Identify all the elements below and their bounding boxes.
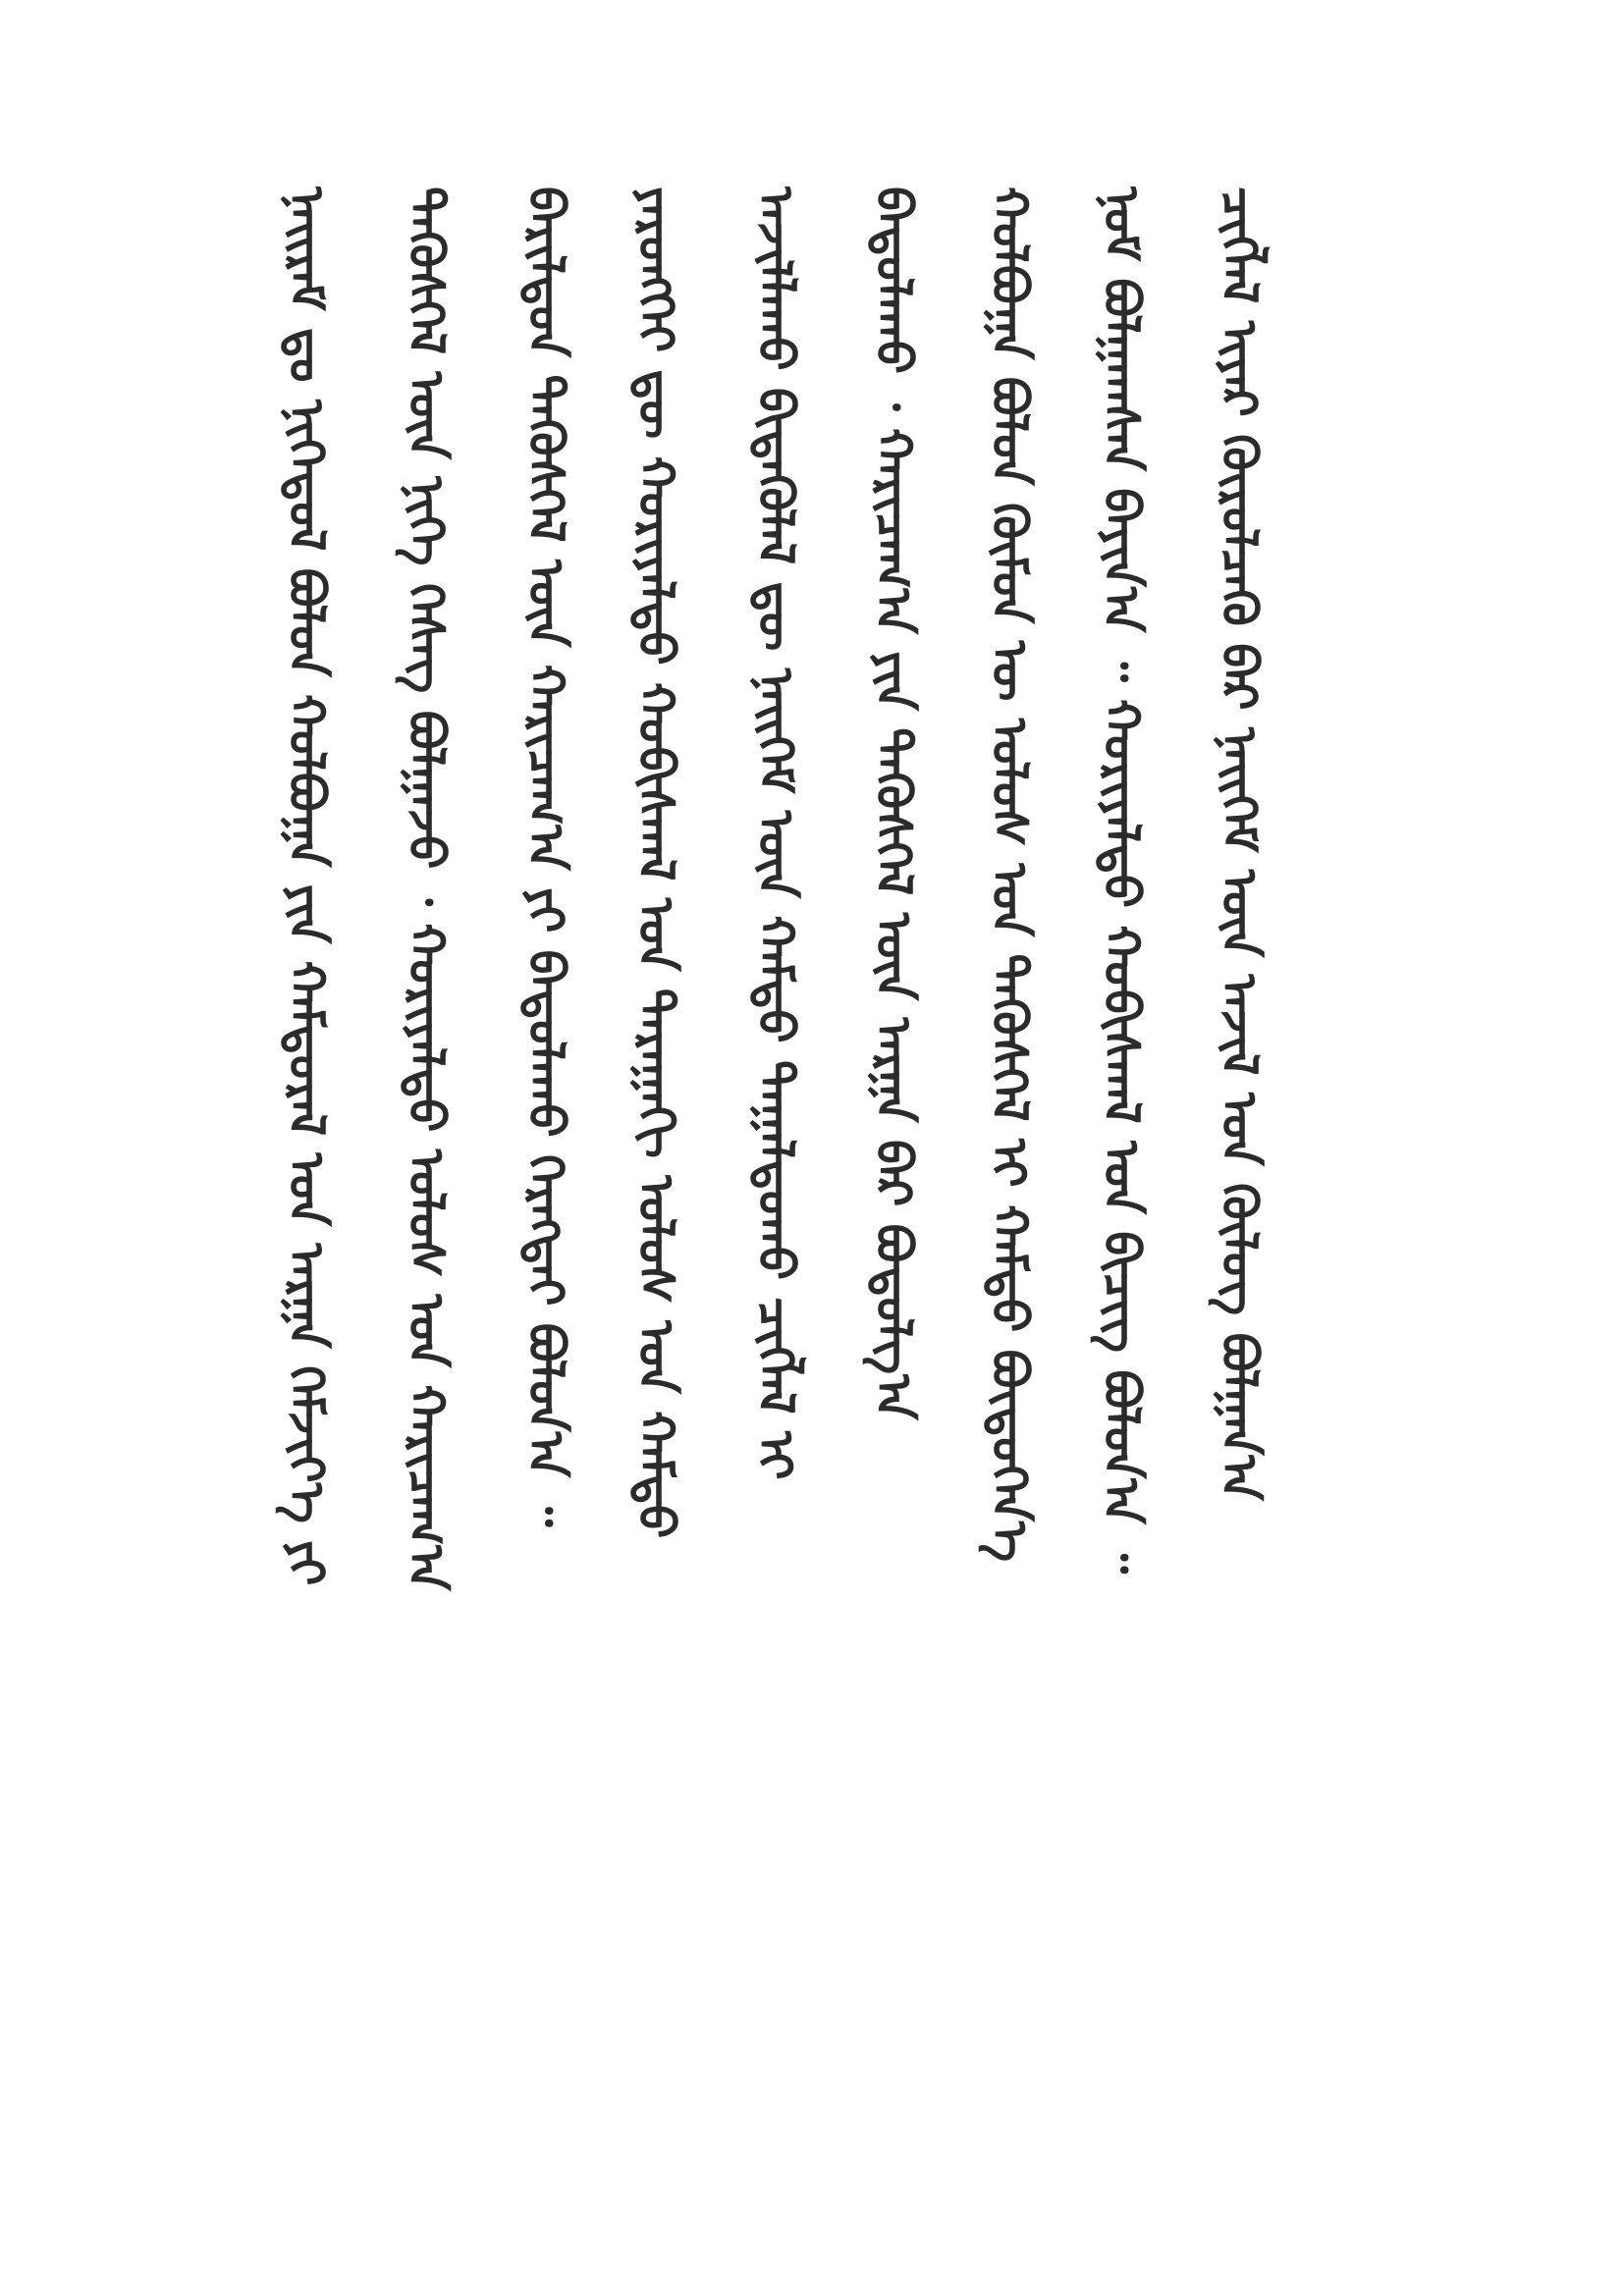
- text-column-2: [395, 187, 458, 2130]
- paragraph-1-line-3: ᠪᠠᠷᠢᠯᠳᠤᠨ ᠲᠡᠭᠦᠰᠬᠡᠯ ᠦᠨ ᠬᠠᠷᠢᠴᠠᠭ᠎ᠠ ᠶᠢ ᠪᠠᠲᠤᠯᠠᠬᠤ ᠬᠡᠷᠡᠭᠲᠡᠢ ᠪᠣᠯᠤᠨ᠎ᠠ ᠃: [517, 187, 574, 1527]
- paragraph-1-line-2: ᠲᠡᠭᠦᠰᠬᠡᠯ ᠦᠨ ᠨᠢᠭᠡ ᠬᠡᠰᠡᠭ ᠪᠣᠯᠭᠠᠵᠤ ᠂ ᠬᠣᠷᠢᠶᠠᠯᠳᠤ ᠤᠯᠤᠰ ᠤᠨ ᠬᠠᠷᠢᠴᠠᠭ᠎ᠠ: [398, 187, 455, 1591]
- text-column-1: [275, 187, 338, 2130]
- text-column-3: [514, 187, 577, 2130]
- paragraph-1-line-1: ᠨᠠᠢ᠌ᠷᠠᠮ ᠳᠤ ᠨᠢᠭᠡᠳᠦᠯ ᠪᠣᠯᠤᠨ ᠬᠣᠯᠪᠣᠭᠠ ᠶᠢᠨ ᠬᠠᠮᠲᠤᠷᠠᠯ ᠤᠨ ᠠᠷᠭᠠ ᠬᠡᠮᠵᠢᠶ᠎ᠡ ᠶᠢ: [278, 187, 335, 1586]
- text-column-5: [744, 187, 807, 2130]
- paragraph-2-line-3: ᠪᠠᠲᠤᠯᠠᠬᠤ ᠂ ᠬᠠᠷᠢᠴᠠᠭ᠎ᠠ ᠶᠢᠨ ᠲᠡᠭᠦᠰᠬᠡᠯ ᠦᠨ ᠠᠷᠭᠠ ᠪᠠᠷ ᠪᠣᠳᠣᠯᠭ᠎ᠠ: [865, 187, 922, 1420]
- text-column-9: [1208, 187, 1271, 2130]
- paragraph-2-line-4: ᠬᠣᠯᠪᠣᠭᠠ ᠪᠣᠯᠤᠨ ᠬᠦᠮᠦᠨ ᠦ ᠤᠯᠤᠰ ᠤᠨ ᠲᠡᠭᠦᠰᠬᠡᠯ ᠢ ᠬᠠᠮᠲᠤ ᠪᠦᠲᠦᠭᠡᠨ᠎ᠡ: [981, 187, 1038, 1563]
- text-column-4: [624, 187, 687, 2130]
- paragraph-2-line-2: ᠠᠵᠢᠯᠯᠠᠬᠤ ᠪᠢᠳᠡᠭᠦᠯᠡᠯ ᠳᠦ ᠨᠡᠢ᠌ᠭᠡᠮ ᠦᠨ ᠬᠠᠮᠲᠤ ᠳᠠᠭᠠᠯᠳᠤᠬᠤ ᠴᠢᠭᠯᠡᠯ ᠢ: [747, 187, 804, 1480]
- paragraph-2-line-6: ᠴᠢᠭᠯᠡᠯ ᠢᠶᠡᠷ ᠬᠦᠷᠦᠯᠴᠡᠬᠦ ᠪᠠᠷ ᠨᠡᠢ᠌ᠭᠡᠮ ᠦᠨ ᠠᠵᠢᠯ ᠤᠨ ᠬᠦᠯᠦᠭ ᠪᠣᠯᠭᠠᠨ᠎ᠠ: [1211, 187, 1268, 1501]
- text-column-8: [1090, 187, 1153, 2130]
- paragraph-2-line-1: ᠶᠡᠷᠦᠩᠬᠡᠢ ᠳᠦ ᠬᠣᠷᠢᠶᠠᠯᠳᠤ ᠬᠤᠪᠢᠰᠬᠠᠯ ᠤᠨ ᠳᠠᠷᠠᠭᠠᠬᠢ ᠤᠯᠤᠰ ᠤᠨ ᠬᠠᠮᠲᠤ: [627, 187, 684, 1539]
- text-column-7: [978, 187, 1041, 2130]
- paragraph-2-line-5: ᠨᠣᠮ ᠪᠣᠯᠭᠠᠭᠰᠠᠨ ᠪᠠᠶᠢᠨ᠎ᠠ ᠃ ᠬᠣᠷᠢᠶᠠᠯᠳᠤ ᠬᠤᠪᠢᠰᠬᠠᠯ ᠤᠨ ᠪᠢᠴᠢᠭ ᠪᠣᠯᠤᠨ᠎ᠠ ᠃: [1093, 187, 1150, 1575]
- text-column-6: [862, 187, 925, 2130]
